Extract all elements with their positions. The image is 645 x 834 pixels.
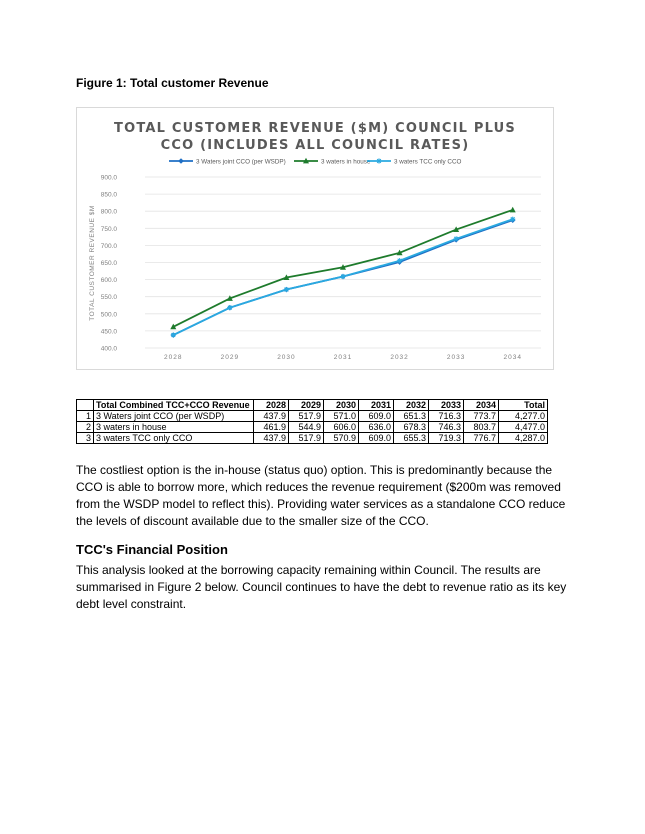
table-cell: 517.9	[289, 411, 324, 422]
table-cell: 4,287.0	[499, 433, 548, 444]
data-point	[510, 207, 516, 213]
table-cell: 746.3	[429, 422, 464, 433]
legend-label: 3 waters in house	[321, 158, 371, 166]
x-tick-label: 2028	[164, 354, 183, 361]
table-header-cell: Total	[499, 400, 548, 411]
y-axis-ticks	[101, 175, 118, 353]
legend-item	[294, 158, 371, 166]
table-cell: 3	[77, 433, 94, 444]
table-cell: 776.7	[464, 433, 499, 444]
table-cell: 3 waters in house	[94, 422, 254, 433]
x-axis-ticks	[164, 354, 522, 361]
chart-legend	[169, 158, 462, 166]
y-tick-label: 600.0	[100, 277, 117, 285]
y-tick-label: 550.0	[100, 294, 117, 302]
legend-label: 3 Waters joint CCO (per WSDP)	[196, 158, 286, 166]
table-header-cell: 2028	[254, 400, 289, 411]
body-paragraph-1: The costliest option is the in-house (status quo) option. This is predominantly because the CCO is able to borrow more, which reduces the revenue requirement ($200m was removed from the WSDP model to reflect this). Providing water services as a standalone CCO reduce the levels of discount available due to the smaller size of the CCO.	[76, 463, 566, 528]
table-cell: 544.9	[289, 422, 324, 433]
table-cell: 655.3	[394, 433, 429, 444]
table-cell: 1	[77, 411, 94, 422]
y-tick-label: 900.0	[100, 174, 117, 182]
table-cell: 4,277.0	[499, 411, 548, 422]
table-cell: 461.9	[254, 422, 289, 433]
legend-item	[169, 158, 286, 165]
table-row	[77, 433, 548, 444]
table-cell: 609.0	[359, 433, 394, 444]
legend-label: 3 waters TCC only CCO	[394, 158, 462, 166]
chart-svg	[77, 108, 553, 369]
y-tick-label: 500.0	[100, 311, 117, 319]
table-cell: 803.7	[464, 422, 499, 433]
y-tick-label: 700.0	[100, 242, 117, 250]
table-cell: 636.0	[359, 422, 394, 433]
chart-gridlines	[145, 177, 541, 348]
table-header-cell: 2034	[464, 400, 499, 411]
table-cell: 716.3	[429, 411, 464, 422]
table-cell: 609.0	[359, 411, 394, 422]
y-tick-label: 450.0	[100, 328, 117, 336]
y-tick-label: 750.0	[100, 225, 117, 233]
y-tick-label: 400.0	[100, 345, 117, 353]
data-point	[227, 305, 232, 310]
legend-item	[367, 158, 462, 165]
revenue-chart	[76, 107, 554, 370]
table-cell: 773.7	[464, 411, 499, 422]
data-point	[284, 287, 289, 292]
table-header-cell: 2032	[394, 400, 429, 411]
y-tick-label: 800.0	[100, 208, 117, 216]
table-cell: 437.9	[254, 411, 289, 422]
table-row	[77, 422, 548, 433]
table-header-cell: Total Combined TCC+CCO Revenue	[94, 400, 254, 411]
table-header-row	[77, 400, 548, 411]
chart-series	[170, 207, 515, 338]
table-header-cell: 2030	[324, 400, 359, 411]
table-cell: 517.9	[289, 433, 324, 444]
chart-title-line1: TOTAL CUSTOMER REVENUE ($M) COUNCIL PLUS	[114, 121, 516, 136]
table-cell: 678.3	[394, 422, 429, 433]
data-point	[178, 158, 184, 164]
section-heading: TCC's Financial Position	[76, 542, 228, 557]
y-axis-label: TOTAL CUSTOMER REVENUE $M	[89, 205, 96, 321]
figure-caption: Figure 1: Total customer Revenue	[76, 76, 269, 90]
table-cell: 3 waters TCC only CCO	[94, 433, 254, 444]
y-tick-label: 650.0	[100, 260, 117, 267]
data-point	[454, 236, 459, 241]
table-header-cell: 2029	[289, 400, 324, 411]
table-cell: 2	[77, 422, 94, 433]
data-point	[397, 258, 402, 263]
data-point	[510, 217, 515, 222]
table-cell: 570.9	[324, 433, 359, 444]
x-tick-label: 2034	[503, 354, 522, 361]
table-cell: 4,477.0	[499, 422, 548, 433]
table-cell: 571.0	[324, 411, 359, 422]
table-header-cell	[77, 400, 94, 411]
body-paragraph-2: This analysis looked at the borrowing capacity remaining within Council. The results are summarised in Figure 2 below. Council continues to have the debt to revenue ratio as its key debt level constraint.	[76, 563, 567, 611]
chart-title-line2: CCO (INCLUDES ALL COUNCIL RATES)	[160, 138, 470, 153]
y-tick-label: 850.0	[100, 191, 117, 199]
x-tick-label: 2033	[446, 354, 466, 361]
x-tick-label: 2029	[220, 354, 240, 361]
table-cell: 437.9	[254, 433, 289, 444]
table-cell: 606.0	[324, 422, 359, 433]
x-tick-label: 2031	[333, 354, 353, 361]
table-row	[77, 411, 548, 422]
data-point	[171, 332, 176, 337]
x-tick-label: 2032	[390, 354, 409, 361]
table-header-cell: 2031	[359, 400, 394, 411]
table-header-cell: 2033	[429, 400, 464, 411]
table-cell: 3 Waters joint CCO (per WSDP)	[94, 411, 254, 422]
x-tick-label: 2030	[277, 354, 296, 361]
series-3	[171, 217, 516, 338]
revenue-table	[76, 399, 548, 444]
data-point	[340, 274, 345, 279]
table-cell: 651.3	[394, 411, 429, 422]
data-point	[376, 158, 381, 163]
table-cell: 719.3	[429, 433, 464, 444]
